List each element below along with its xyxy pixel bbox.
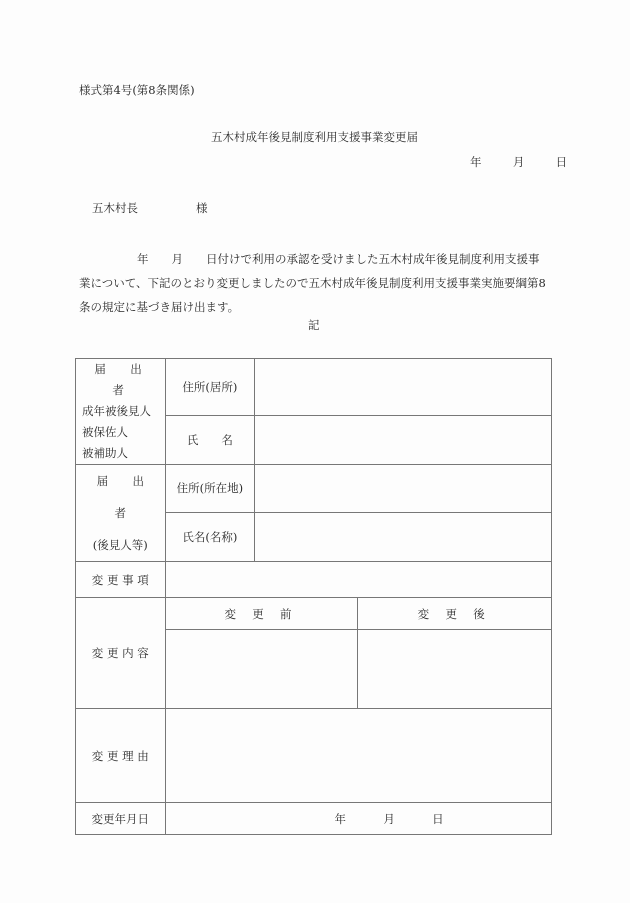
ward-name-field[interactable]	[255, 415, 552, 464]
ward-heading: 届 出 者	[94, 362, 153, 397]
ki-heading: 記	[308, 318, 320, 332]
change-date-day: 日	[432, 811, 444, 826]
change-form-table	[75, 358, 552, 835]
date-month-label: 月	[512, 155, 525, 169]
body-text	[79, 247, 555, 319]
submission-date[interactable]	[470, 154, 567, 170]
change-date-year: 年	[334, 811, 347, 826]
ward-address-field[interactable]	[255, 359, 552, 416]
change-content-label: 変 更 内 容	[76, 598, 166, 709]
body-line-3: 条の規定に基づき届け出ます。	[79, 300, 240, 314]
guardian-applicant-header	[76, 465, 166, 562]
ward-type-1: 成年被後見人	[82, 404, 151, 418]
body-line-1: 年 月 日付けで利用の承認を受けました五木村成年後見制度利用支援事	[137, 252, 540, 266]
date-day-label: 日	[555, 155, 568, 169]
ward-type-2: 被保佐人	[82, 425, 128, 439]
change-item-field[interactable]	[165, 562, 551, 598]
guardian-address-field[interactable]	[255, 465, 552, 513]
body-line-2: 業について、下記のとおり変更しましたので五木村成年後見制度利用支援事業実施要綱第8	[79, 276, 546, 290]
ward-name-label: 氏 名	[165, 415, 255, 464]
change-before-field[interactable]	[165, 630, 357, 709]
form-number: 様式第4号(第8条関係)	[79, 83, 195, 97]
guardian-address-label: 住所(所在地)	[165, 465, 255, 513]
guardian-name-field[interactable]	[255, 512, 552, 561]
date-year-label: 年	[470, 155, 482, 169]
change-reason-label: 変 更 理 由	[76, 709, 166, 803]
change-after-header: 変 更 後	[357, 598, 551, 630]
change-reason-field[interactable]	[165, 709, 551, 803]
change-before-header: 変 更 前	[165, 598, 357, 630]
change-date-label: 変更年月日	[76, 803, 166, 835]
addressee	[92, 200, 208, 216]
document-title: 五木村成年後見制度利用支援事業変更届	[211, 130, 418, 144]
addressee-name: 五木村長	[92, 201, 138, 215]
guardian-name-label: 氏名(名称)	[165, 512, 255, 561]
guardian-sub: (後見人等)	[92, 538, 148, 552]
addressee-honorific: 様	[196, 201, 208, 215]
change-after-field[interactable]	[357, 630, 551, 709]
change-date-month: 月	[383, 811, 395, 826]
ward-type-3: 被補助人	[82, 446, 128, 460]
change-date-field[interactable]	[165, 803, 551, 835]
ward-applicant-header	[76, 359, 166, 465]
change-item-label: 変 更 事 項	[76, 562, 166, 598]
ward-address-label: 住所(居所)	[165, 359, 255, 416]
guardian-heading: 届 出 者	[96, 474, 155, 520]
